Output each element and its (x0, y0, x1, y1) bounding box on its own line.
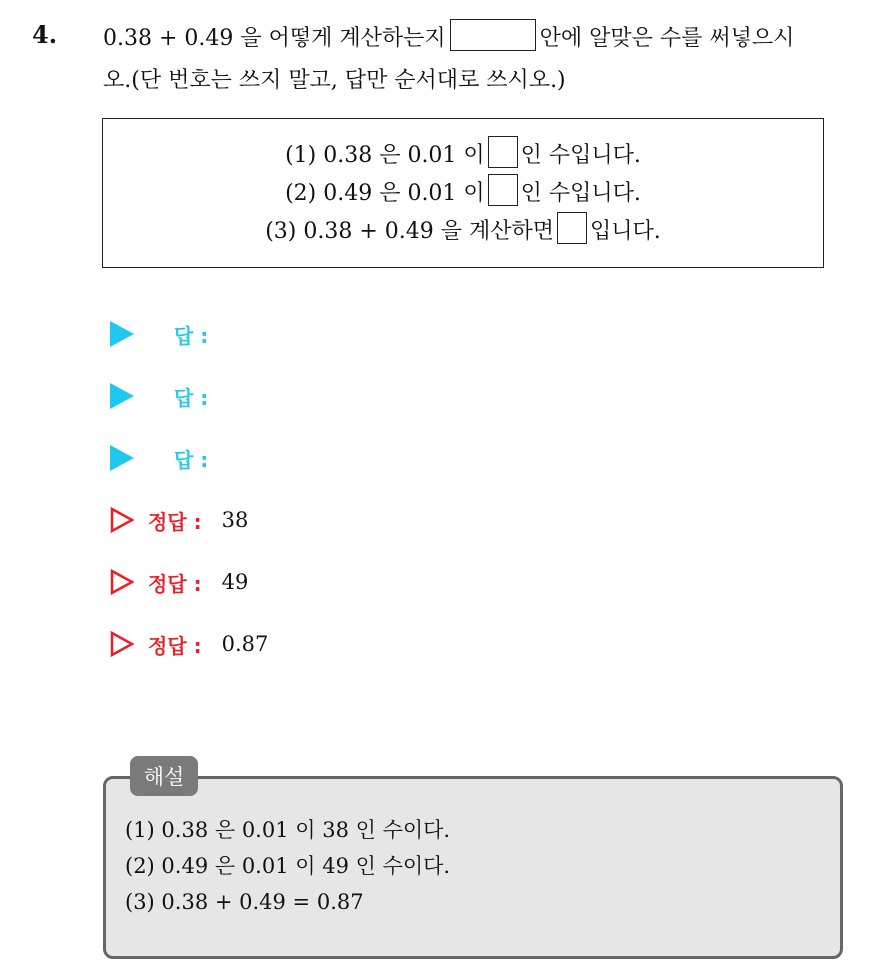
answer-row-1[interactable] (110, 317, 208, 351)
answer-row-3[interactable] (110, 441, 208, 475)
outline-triangle-icon (110, 569, 134, 595)
solution-line-3: (3) 0.38 + 0.49 = 0.87 (125, 890, 364, 914)
correct-value: 38 (221, 508, 249, 532)
correct-row-3 (110, 627, 268, 661)
play-triangle-icon (110, 445, 134, 471)
answer-row-2[interactable] (110, 379, 208, 413)
given-statements-box (102, 118, 824, 268)
correct-label: 정답 : (148, 509, 202, 534)
outline-triangle-icon (110, 631, 134, 657)
given-line-2-after: 인 수입니다. (520, 181, 641, 206)
solution-tab: 해설 (130, 756, 198, 796)
given-line-2-before: (2) 0.49 은 0.01 이 (285, 181, 485, 206)
correct-label: 정답 : (148, 571, 202, 596)
given-line-1 (285, 136, 641, 174)
outline-triangle-icon (110, 507, 134, 533)
question-blank-box (450, 19, 536, 51)
given-line-3-before: (3) 0.38 + 0.49 을 계산하면 (265, 219, 555, 244)
given-line-1-after: 인 수입니다. (520, 143, 641, 168)
correct-row-1 (110, 503, 248, 537)
solution-line-2: (2) 0.49 은 0.01 이 49 인 수이다. (125, 854, 451, 878)
correct-label: 정답 : (148, 633, 202, 658)
answer-label: 답 : (174, 323, 209, 348)
correct-value: 49 (221, 570, 249, 594)
answer-label: 답 : (174, 385, 209, 410)
solution-line-1: (1) 0.38 은 0.01 이 38 인 수이다. (125, 818, 451, 842)
given-line-2 (285, 174, 641, 212)
given-blank-2 (488, 174, 518, 206)
given-line-1-before: (1) 0.38 은 0.01 이 (285, 143, 485, 168)
answer-label: 답 : (174, 447, 209, 472)
correct-value: 0.87 (221, 632, 269, 656)
question-text-line2: 오.(단 번호는 쓰지 말고, 답만 순서대로 쓰시오.) (103, 68, 566, 93)
question-text (103, 18, 863, 102)
question-number: 4. (32, 20, 58, 49)
correct-row-2 (110, 565, 248, 599)
question-text-part1: 0.38 + 0.49 을 어떻게 계산하는지 (103, 26, 446, 51)
play-triangle-icon (110, 383, 134, 409)
given-blank-3 (557, 212, 587, 244)
solution-lines (125, 812, 450, 920)
given-line-3 (265, 212, 661, 250)
play-triangle-icon (110, 321, 134, 347)
given-blank-1 (488, 136, 518, 168)
given-line-3-after: 입니다. (590, 219, 661, 244)
question-text-part2: 안에 알맞은 수를 써넣으시 (539, 26, 795, 51)
